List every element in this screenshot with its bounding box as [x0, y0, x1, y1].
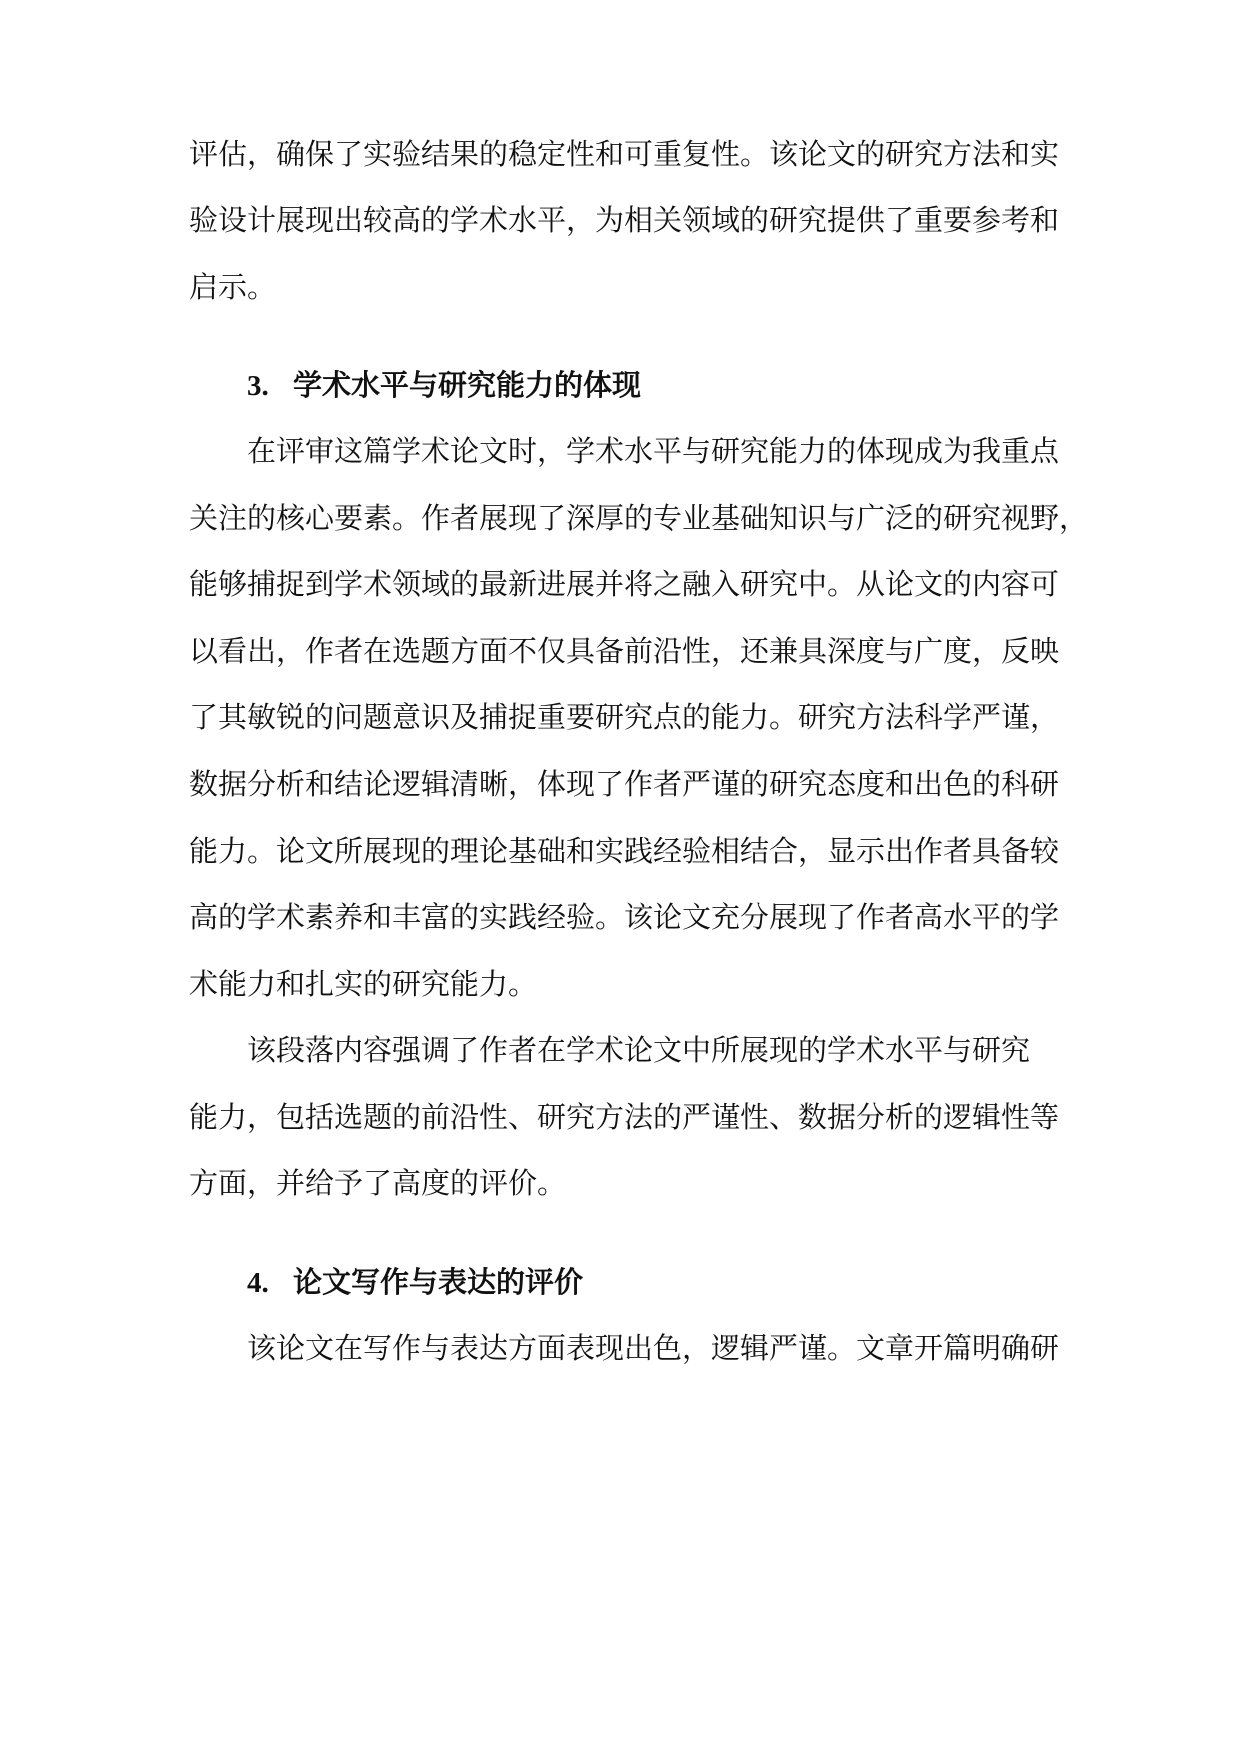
paragraph-line: 该段落内容强调了作者在学术论文中所展现的学术水平与研究 — [247, 1033, 1031, 1067]
section-title: 论文写作与表达的评价 — [293, 1265, 584, 1299]
paragraph-line: 启示。 — [189, 270, 277, 304]
paragraph-line: 能力。论文所展现的理论基础和实践经验相结合，显示出作者具备较 — [189, 834, 1060, 868]
paragraph-line: 该论文在写作与表达方面表现出色，逻辑严谨。文章开篇明确研 — [247, 1331, 1060, 1365]
paragraph-line: 方面，并给予了高度的评价。 — [189, 1166, 567, 1200]
section-number: 3. — [247, 370, 269, 402]
paragraph-line: 关注的核心要素。作者展现了深厚的专业基础知识与广泛的研究视野， — [189, 501, 1089, 535]
section-number: 4. — [247, 1267, 269, 1299]
paragraph-line: 能够捕捉到学术领域的最新进展并将之融入研究中。从论文的内容可 — [189, 567, 1060, 601]
paragraph-line: 高的学术素养和丰富的实践经验。该论文充分展现了作者高水平的学 — [189, 900, 1060, 934]
paragraph-line: 验设计展现出较高的学术水平，为相关领域的研究提供了重要参考和 — [189, 203, 1060, 237]
paragraph-line: 数据分析和结论逻辑清晰，体现了作者严谨的研究态度和出色的科研 — [189, 767, 1060, 801]
section-4-heading — [247, 1263, 583, 1301]
section-3-heading — [247, 366, 641, 404]
paragraph-line: 能力，包括选题的前沿性、研究方法的严谨性、数据分析的逻辑性等 — [189, 1100, 1060, 1134]
paragraph-line: 评估，确保了实验结果的稳定性和可重复性。该论文的研究方法和实 — [189, 137, 1060, 171]
section-title: 学术水平与研究能力的体现 — [293, 368, 642, 402]
paragraph-line: 以看出，作者在选题方面不仅具备前沿性，还兼具深度与广度，反映 — [189, 634, 1060, 668]
paragraph-line: 了其敏锐的问题意识及捕捉重要研究点的能力。研究方法科学严谨， — [189, 700, 1060, 734]
paragraph-line: 在评审这篇学术论文时，学术水平与研究能力的体现成为我重点 — [247, 434, 1060, 468]
paragraph-line: 术能力和扎实的研究能力。 — [189, 967, 538, 1001]
